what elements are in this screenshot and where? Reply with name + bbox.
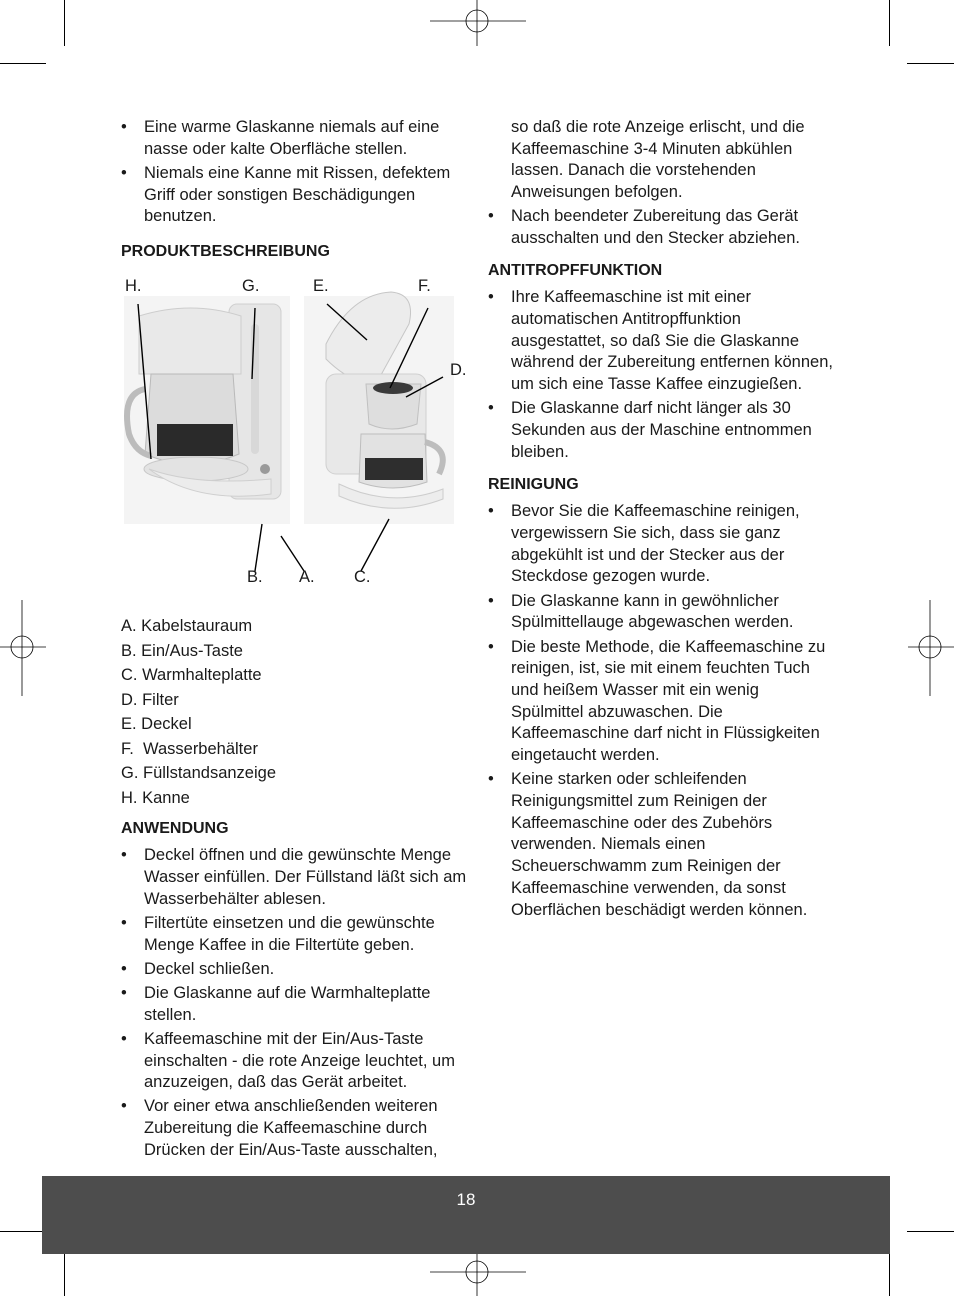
list-item: • Die Glaskanne darf nicht länger als 30 Sekunden aus der Maschine entnommen bleiben. bbox=[488, 398, 833, 463]
list-item: F. Wasserbehälter bbox=[121, 739, 258, 758]
list-item: • Deckel schließen. bbox=[121, 959, 471, 981]
list-item: E. Deckel bbox=[121, 715, 192, 734]
page-number: 18 bbox=[456, 1190, 476, 1209]
list-item: • Bevor Sie die Kaffeemaschine reinigen, vergewissern Sie sich, dass sie ganz abgekühlt ist und der Stecker aus der Steckdose gezogen wurde. bbox=[488, 501, 833, 588]
list-item: • Filtertüte einsetzen und die gewünschte Menge Kaffee in die Filtertüte geben. bbox=[121, 913, 471, 956]
label-d: D. bbox=[450, 361, 467, 380]
drip-list bbox=[488, 287, 833, 463]
list-item: • Keine starken oder schleifenden Reinigungsmittel zum Reinigen der Kaffeemaschine oder des Zubehörs verwenden. Niemals einen Scheuerschwamm zum Reinigen der Kaffeemaschine verwenden, da sonst Oberflächen beschädigt werden können. bbox=[488, 769, 833, 921]
right-column bbox=[488, 117, 833, 924]
label-c: C. bbox=[354, 568, 371, 587]
registration-mark-top bbox=[430, 0, 526, 46]
continuation-list bbox=[488, 206, 833, 249]
crop-mark bbox=[907, 63, 954, 64]
crop-mark bbox=[64, 1250, 65, 1296]
list-item: • Die Glaskanne auf die Warmhalteplatte stellen. bbox=[121, 983, 471, 1026]
list-item: • Eine warme Glaskanne niemals auf eine nasse oder kalte Oberfläche stellen. bbox=[121, 117, 471, 160]
crop-mark bbox=[0, 63, 46, 64]
list-item: • Nach beendeter Zubereitung das Gerät ausschalten und den Stecker abziehen. bbox=[488, 206, 833, 249]
label-a: A. bbox=[299, 568, 315, 587]
registration-mark-left bbox=[0, 600, 46, 696]
cleaning-list bbox=[488, 501, 833, 921]
list-item: • Die beste Methode, die Kaffeemaschine zu reinigen, ist, sie mit einem feuchten Tuch und heißem Wasser mit ein wenig Spülmittel abzuwaschen. Die Kaffeemaschine darf nicht in Flüssigkeiten eingetaucht werden. bbox=[488, 637, 833, 767]
product-figure bbox=[121, 264, 471, 594]
crop-mark bbox=[889, 0, 890, 46]
list-item: • Deckel öffnen und die gewünschte Menge Wasser einfüllen. Der Füllstand läßt sich am Wasserbehälter ablesen. bbox=[121, 845, 471, 910]
continuation-text: so daß die rote Anzeige erlischt, und die Kaffeemaschine 3-4 Minuten abkühlen lassen. Danach die vorstehenden Anweisungen befolgen. bbox=[511, 118, 805, 202]
parts-list bbox=[121, 616, 471, 809]
crop-mark bbox=[889, 1250, 890, 1296]
left-column bbox=[121, 117, 471, 1164]
list-item: D. Filter bbox=[121, 690, 179, 709]
list-item: • Kaffeemaschine mit der Ein/Aus-Taste einschalten - die rote Anzeige leuchtet, um anzuzeigen, daß das Gerät arbeitet. bbox=[121, 1029, 471, 1094]
usage-heading: ANWENDUNG bbox=[121, 820, 229, 838]
label-h: H. bbox=[125, 277, 142, 296]
intro-list bbox=[121, 117, 471, 228]
registration-mark-right bbox=[908, 600, 954, 696]
label-f: F. bbox=[418, 277, 431, 296]
cleaning-heading: REINIGUNG bbox=[488, 476, 579, 494]
footer-bar bbox=[42, 1176, 890, 1254]
list-item: H. Kanne bbox=[121, 788, 190, 807]
coffee-maker-front-image bbox=[124, 296, 290, 524]
registration-mark-bottom bbox=[430, 1250, 526, 1296]
crop-mark bbox=[907, 1231, 954, 1232]
crop-mark bbox=[0, 1231, 46, 1232]
product-heading: PRODUKTBESCHREIBUNG bbox=[121, 243, 330, 261]
list-item: • Die Glaskanne kann in gewöhnlicher Spülmittellauge abgewaschen werden. bbox=[488, 591, 833, 634]
crop-mark bbox=[64, 0, 65, 46]
list-item: A. Kabelstauraum bbox=[121, 617, 253, 636]
list-item: • Vor einer etwa anschließenden weiteren Zubereitung die Kaffeemaschine durch Drücken der Ein/Aus-Taste ausschalten, bbox=[121, 1096, 471, 1161]
drip-heading: ANTITROPFFUNKTION bbox=[488, 262, 663, 280]
label-g: G. bbox=[242, 277, 260, 296]
list-item: • Niemals eine Kanne mit Rissen, defektem Griff oder sonstigen Beschädigungen benutzen. bbox=[121, 163, 471, 228]
list-item: G. Füllstandsanzeige bbox=[121, 764, 277, 783]
list-item: B. Ein/Aus-Taste bbox=[121, 641, 243, 660]
label-e: E. bbox=[313, 277, 329, 296]
list-item: • Ihre Kaffeemaschine ist mit einer automatischen Antitropffunktion ausgestattet, so daß Sie die Glaskanne während der Zubereitung entfernen können, um sich eine Tasse Kaffee einzugießen. bbox=[488, 287, 833, 396]
coffee-maker-illustration bbox=[121, 264, 471, 594]
coffee-maker-open-image bbox=[304, 292, 454, 524]
list-item: C. Warmhalteplatte bbox=[121, 666, 262, 685]
label-b: B. bbox=[247, 568, 263, 587]
usage-list bbox=[121, 845, 471, 1161]
